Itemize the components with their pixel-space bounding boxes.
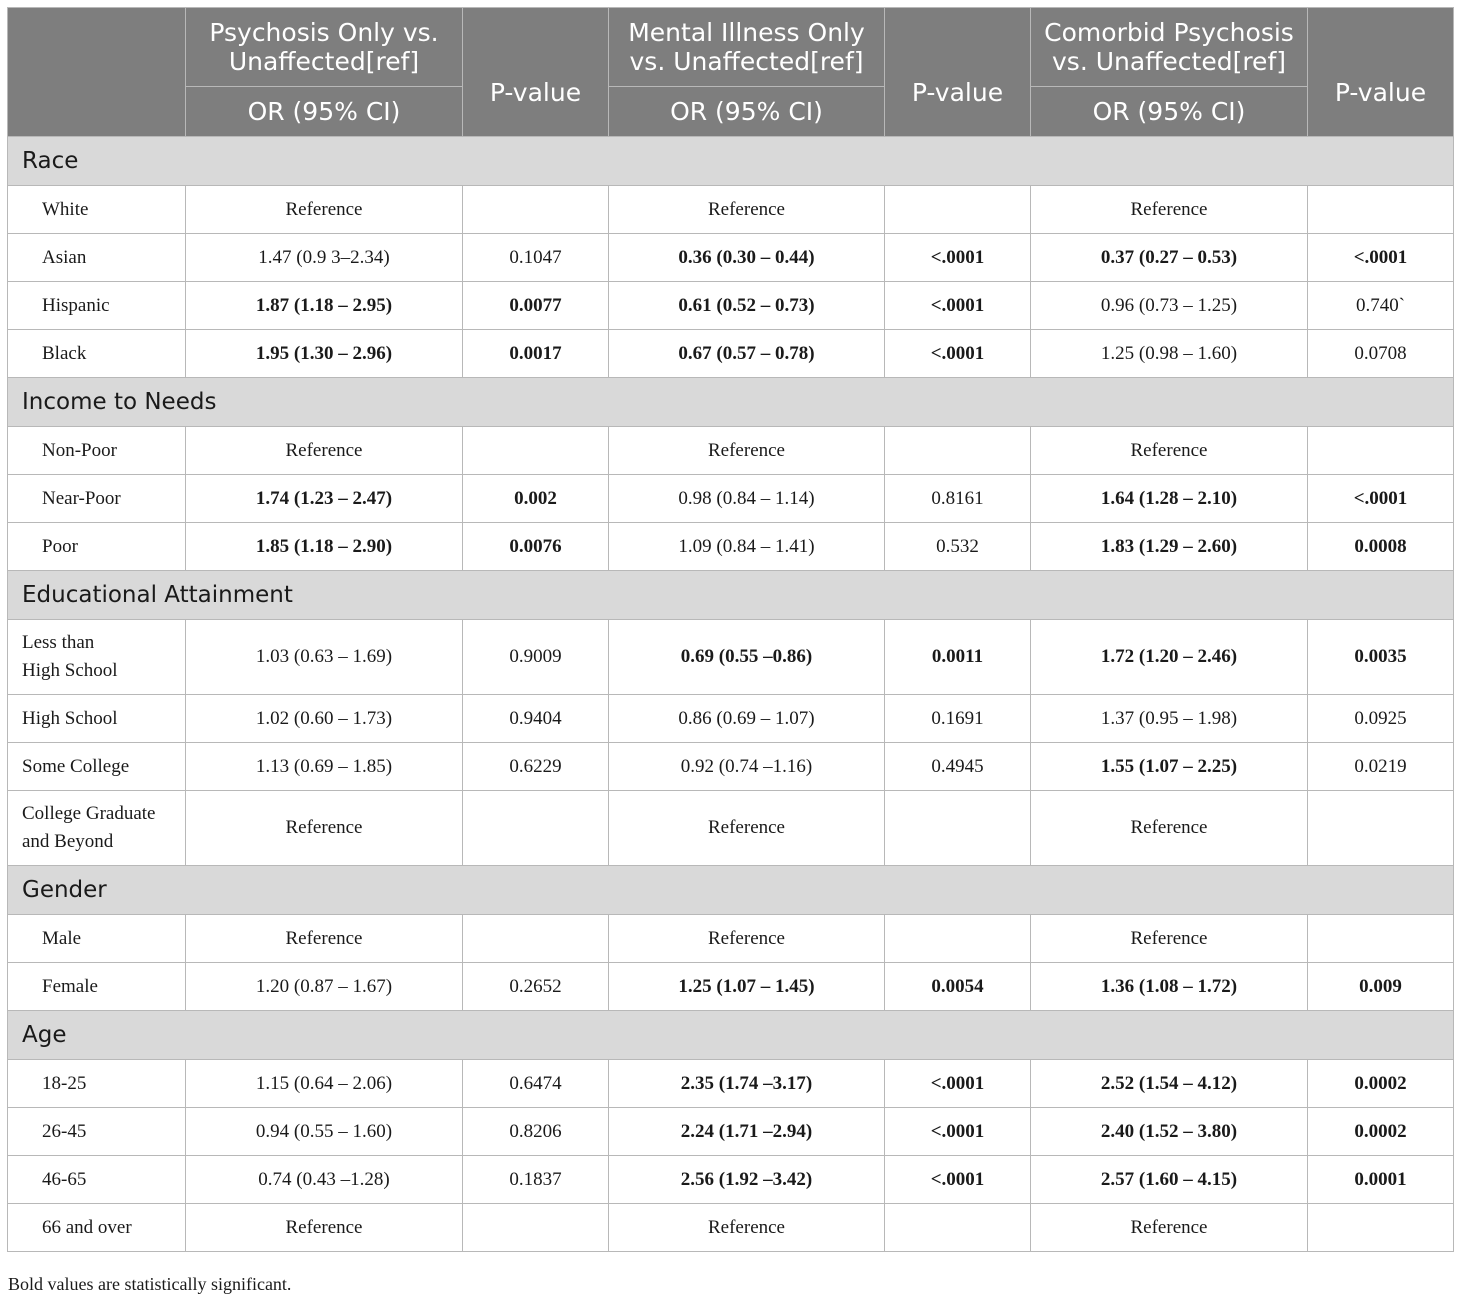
or-cell: 1.02 (0.60 – 1.73) bbox=[186, 695, 463, 743]
or-cell: 1.25 (0.98 – 1.60) bbox=[1031, 330, 1308, 378]
or-cell: Reference bbox=[609, 915, 885, 963]
row-label: 18-25 bbox=[8, 1060, 186, 1108]
or-cell: 0.67 (0.57 – 0.78) bbox=[609, 330, 885, 378]
p-cell: 0.8206 bbox=[463, 1108, 609, 1156]
p-cell: 0.1047 bbox=[463, 234, 609, 282]
table-row bbox=[8, 427, 1454, 475]
row-label: Male bbox=[8, 915, 186, 963]
or-cell: 0.94 (0.55 – 1.60) bbox=[186, 1108, 463, 1156]
table-row bbox=[8, 695, 1454, 743]
or-cell: Reference bbox=[1031, 791, 1308, 866]
p-cell bbox=[463, 1204, 609, 1252]
p-cell: <.0001 bbox=[1308, 475, 1454, 523]
or-cell: 1.47 (0.9 3–2.34) bbox=[186, 234, 463, 282]
row-label bbox=[8, 620, 186, 695]
or-cell: 1.09 (0.84 – 1.41) bbox=[609, 523, 885, 571]
p-cell bbox=[463, 427, 609, 475]
table-row bbox=[8, 743, 1454, 791]
or-cell: 0.98 (0.84 – 1.14) bbox=[609, 475, 885, 523]
or-cell: Reference bbox=[1031, 186, 1308, 234]
p-cell: 0.0035 bbox=[1308, 620, 1454, 695]
row-label bbox=[8, 791, 186, 866]
row-label: Asian bbox=[8, 234, 186, 282]
p-cell bbox=[463, 186, 609, 234]
p-cell: 0.8161 bbox=[885, 475, 1031, 523]
header-or-1: OR (95% CI) bbox=[186, 87, 463, 137]
p-cell: 0.0054 bbox=[885, 963, 1031, 1011]
p-cell: 0.0001 bbox=[1308, 1156, 1454, 1204]
odds-ratio-table bbox=[7, 7, 1454, 1252]
row-label-line: and Beyond bbox=[22, 831, 114, 852]
or-cell: 0.61 (0.52 – 0.73) bbox=[609, 282, 885, 330]
header-pvalue-2: P-value bbox=[885, 8, 1031, 137]
p-cell: 0.532 bbox=[885, 523, 1031, 571]
p-cell bbox=[463, 791, 609, 866]
row-label-line: College Graduate bbox=[22, 803, 156, 824]
p-cell: <.0001 bbox=[885, 234, 1031, 282]
p-cell: <.0001 bbox=[885, 1156, 1031, 1204]
or-cell: 1.13 (0.69 – 1.85) bbox=[186, 743, 463, 791]
or-cell: 0.74 (0.43 –1.28) bbox=[186, 1156, 463, 1204]
or-cell: Reference bbox=[186, 1204, 463, 1252]
section-title: Age bbox=[8, 1011, 1454, 1060]
p-cell: 0.1691 bbox=[885, 695, 1031, 743]
section-title: Income to Needs bbox=[8, 378, 1454, 427]
p-cell: <.0001 bbox=[885, 1108, 1031, 1156]
p-cell: 0.0076 bbox=[463, 523, 609, 571]
table-row bbox=[8, 282, 1454, 330]
or-cell: 0.36 (0.30 – 0.44) bbox=[609, 234, 885, 282]
or-cell: 1.95 (1.30 – 2.96) bbox=[186, 330, 463, 378]
section-income bbox=[8, 378, 1454, 427]
header-or-2: OR (95% CI) bbox=[609, 87, 885, 137]
or-cell: 1.15 (0.64 – 2.06) bbox=[186, 1060, 463, 1108]
or-cell: 0.92 (0.74 –1.16) bbox=[609, 743, 885, 791]
p-cell: <.0001 bbox=[1308, 234, 1454, 282]
table-row bbox=[8, 186, 1454, 234]
p-cell bbox=[885, 1204, 1031, 1252]
or-cell: 2.52 (1.54 – 4.12) bbox=[1031, 1060, 1308, 1108]
or-cell: Reference bbox=[609, 186, 885, 234]
p-cell: 0.0002 bbox=[1308, 1108, 1454, 1156]
p-cell bbox=[885, 186, 1031, 234]
or-cell: 2.40 (1.52 – 3.80) bbox=[1031, 1108, 1308, 1156]
or-cell: 1.87 (1.18 – 2.95) bbox=[186, 282, 463, 330]
table-row bbox=[8, 791, 1454, 866]
p-cell: 0.002 bbox=[463, 475, 609, 523]
row-label: High School bbox=[8, 695, 186, 743]
p-cell bbox=[885, 427, 1031, 475]
table-row bbox=[8, 523, 1454, 571]
or-cell: Reference bbox=[609, 427, 885, 475]
p-cell: 0.009 bbox=[1308, 963, 1454, 1011]
row-label: Some College bbox=[8, 743, 186, 791]
p-cell bbox=[885, 791, 1031, 866]
or-cell: 1.55 (1.07 – 2.25) bbox=[1031, 743, 1308, 791]
p-cell bbox=[1308, 1204, 1454, 1252]
or-cell: Reference bbox=[186, 186, 463, 234]
p-cell: 0.4945 bbox=[885, 743, 1031, 791]
or-cell: Reference bbox=[609, 1204, 885, 1252]
or-cell: 1.36 (1.08 – 1.72) bbox=[1031, 963, 1308, 1011]
p-cell: 0.0002 bbox=[1308, 1060, 1454, 1108]
or-cell: 2.57 (1.60 – 4.15) bbox=[1031, 1156, 1308, 1204]
table-row bbox=[8, 963, 1454, 1011]
table-row bbox=[8, 1060, 1454, 1108]
or-cell: Reference bbox=[186, 915, 463, 963]
p-cell: 0.0011 bbox=[885, 620, 1031, 695]
or-cell: 0.37 (0.27 – 0.53) bbox=[1031, 234, 1308, 282]
or-cell: 0.69 (0.55 –0.86) bbox=[609, 620, 885, 695]
or-cell: 2.24 (1.71 –2.94) bbox=[609, 1108, 885, 1156]
p-cell: <.0001 bbox=[885, 330, 1031, 378]
or-cell: 1.03 (0.63 – 1.69) bbox=[186, 620, 463, 695]
section-gender bbox=[8, 866, 1454, 915]
or-cell: 1.20 (0.87 – 1.67) bbox=[186, 963, 463, 1011]
p-cell: <.0001 bbox=[885, 1060, 1031, 1108]
table-footnote: Bold values are statistically significant. bbox=[8, 1274, 292, 1294]
p-cell: 0.0008 bbox=[1308, 523, 1454, 571]
section-title: Gender bbox=[8, 866, 1454, 915]
table-row bbox=[8, 620, 1454, 695]
p-cell bbox=[1308, 186, 1454, 234]
p-cell: 0.6474 bbox=[463, 1060, 609, 1108]
or-cell: 1.64 (1.28 – 2.10) bbox=[1031, 475, 1308, 523]
or-cell: Reference bbox=[1031, 427, 1308, 475]
header-group-mental-illness: Mental Illness Only vs. Unaffected[ref] bbox=[609, 8, 885, 87]
row-label: Non-Poor bbox=[8, 427, 186, 475]
or-cell: 2.35 (1.74 –3.17) bbox=[609, 1060, 885, 1108]
header-pvalue-3: P-value bbox=[1308, 8, 1454, 137]
row-label-line: High School bbox=[22, 660, 118, 681]
p-cell: 0.0219 bbox=[1308, 743, 1454, 791]
table-row bbox=[8, 330, 1454, 378]
table-row bbox=[8, 915, 1454, 963]
p-cell: 0.9009 bbox=[463, 620, 609, 695]
or-cell: 1.72 (1.20 – 2.46) bbox=[1031, 620, 1308, 695]
p-cell: 0.2652 bbox=[463, 963, 609, 1011]
p-cell: 0.0925 bbox=[1308, 695, 1454, 743]
or-cell: 1.85 (1.18 – 2.90) bbox=[186, 523, 463, 571]
header-group-psychosis: Psychosis Only vs. Unaffected[ref] bbox=[186, 8, 463, 87]
p-cell: 0.9404 bbox=[463, 695, 609, 743]
p-cell: 0.0708 bbox=[1308, 330, 1454, 378]
or-cell: 0.96 (0.73 – 1.25) bbox=[1031, 282, 1308, 330]
p-cell bbox=[1308, 791, 1454, 866]
or-cell: 1.25 (1.07 – 1.45) bbox=[609, 963, 885, 1011]
header-corner bbox=[8, 8, 186, 137]
header-or-3: OR (95% CI) bbox=[1031, 87, 1308, 137]
header-pvalue-1: P-value bbox=[463, 8, 609, 137]
section-title: Race bbox=[8, 137, 1454, 186]
p-cell bbox=[463, 915, 609, 963]
or-cell: 1.37 (0.95 – 1.98) bbox=[1031, 695, 1308, 743]
p-cell: 0.0077 bbox=[463, 282, 609, 330]
row-label: Poor bbox=[8, 523, 186, 571]
row-label: 66 and over bbox=[8, 1204, 186, 1252]
table-row bbox=[8, 234, 1454, 282]
p-cell: 0.740` bbox=[1308, 282, 1454, 330]
p-cell: 0.1837 bbox=[463, 1156, 609, 1204]
row-label-line: Less than bbox=[22, 632, 95, 653]
or-cell: Reference bbox=[186, 791, 463, 866]
row-label: Near-Poor bbox=[8, 475, 186, 523]
row-label: 26-45 bbox=[8, 1108, 186, 1156]
header-group-comorbid: Comorbid Psychosis vs. Unaffected[ref] bbox=[1031, 8, 1308, 87]
table-row bbox=[8, 1156, 1454, 1204]
or-cell: Reference bbox=[1031, 915, 1308, 963]
p-cell: <.0001 bbox=[885, 282, 1031, 330]
section-education bbox=[8, 571, 1454, 620]
p-cell bbox=[1308, 427, 1454, 475]
or-cell: Reference bbox=[1031, 1204, 1308, 1252]
or-cell: 0.86 (0.69 – 1.07) bbox=[609, 695, 885, 743]
section-title: Educational Attainment bbox=[8, 571, 1454, 620]
p-cell bbox=[1308, 915, 1454, 963]
or-cell: 1.74 (1.23 – 2.47) bbox=[186, 475, 463, 523]
table-row bbox=[8, 475, 1454, 523]
row-label: White bbox=[8, 186, 186, 234]
p-cell: 0.6229 bbox=[463, 743, 609, 791]
row-label: 46-65 bbox=[8, 1156, 186, 1204]
or-cell: Reference bbox=[186, 427, 463, 475]
section-age bbox=[8, 1011, 1454, 1060]
table-row bbox=[8, 1204, 1454, 1252]
section-race bbox=[8, 137, 1454, 186]
table-row bbox=[8, 1108, 1454, 1156]
or-cell: 2.56 (1.92 –3.42) bbox=[609, 1156, 885, 1204]
row-label: Black bbox=[8, 330, 186, 378]
row-label: Hispanic bbox=[8, 282, 186, 330]
p-cell bbox=[885, 915, 1031, 963]
or-cell: Reference bbox=[609, 791, 885, 866]
or-cell: 1.83 (1.29 – 2.60) bbox=[1031, 523, 1308, 571]
row-label: Female bbox=[8, 963, 186, 1011]
p-cell: 0.0017 bbox=[463, 330, 609, 378]
